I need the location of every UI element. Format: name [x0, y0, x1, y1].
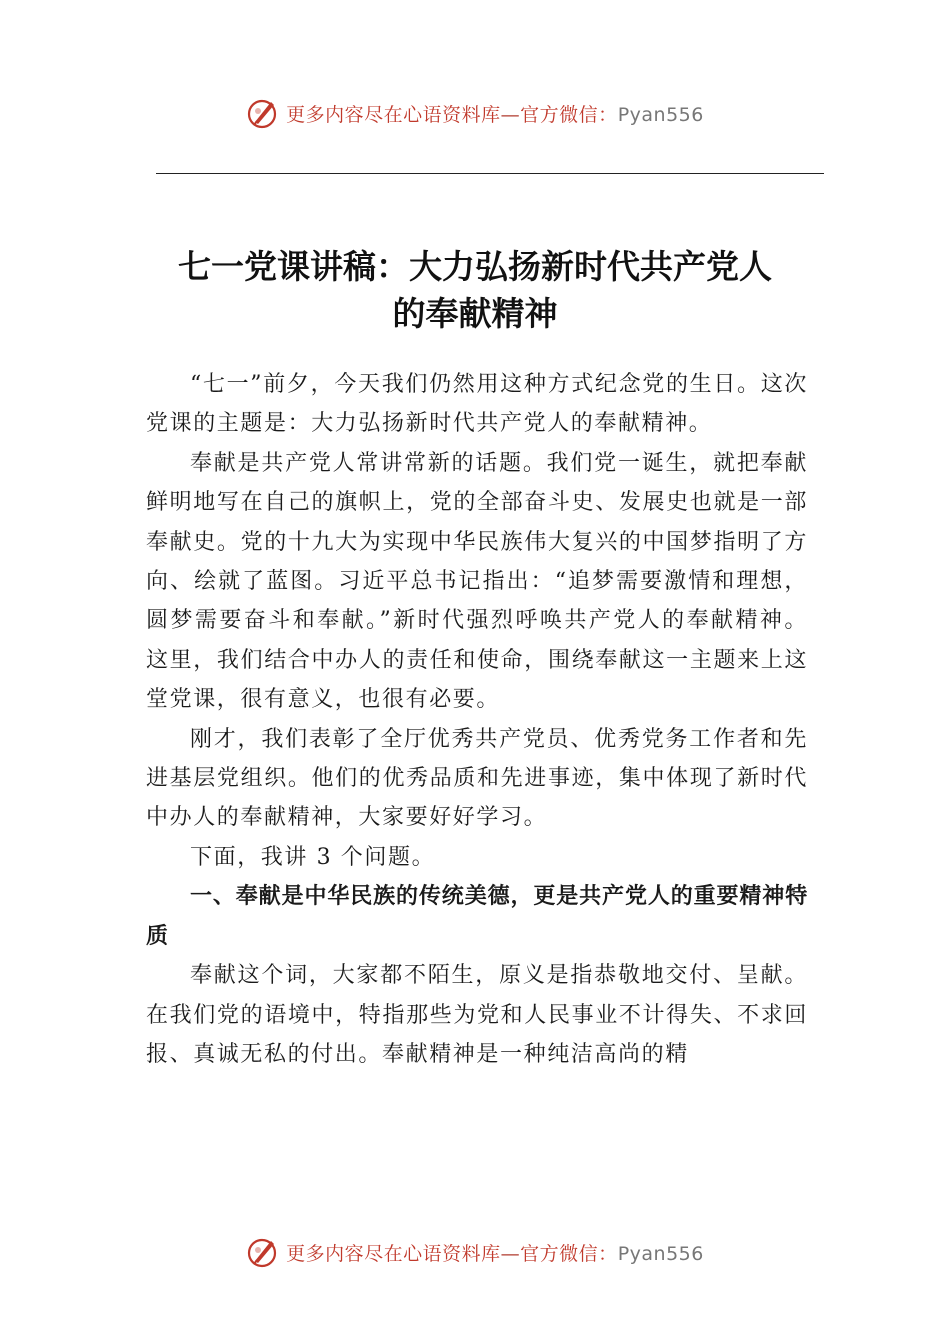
title-line-2: 的奉献精神: [392, 294, 558, 333]
banner-dash: —: [500, 1242, 521, 1265]
banner-text: [286, 1239, 704, 1266]
banner-wechat-label: 官方微信：: [520, 1242, 618, 1265]
paragraph: 奉献是共产党人常讲常新的话题。我们党一诞生，就把奉献鲜明地写在自己的旗帜上，党的全部奋斗史、发展史也就是一部奉献史。党的十九大为实现中华民族伟大复兴的中国梦指明了方向、绘就了蓝图。习近平总书记指出：“追梦需要激情和理想，圆梦需要奋斗和奉献。”新时代强烈呼唤共产党人的奉献精神。这里，我们结合中办人的责任和使命，围绕奉献这一主题来上这堂党课，很有意义，也很有必要。: [146, 450, 808, 713]
banner-brand: 更多内容尽在心语资料库: [286, 103, 501, 126]
header-banner: [0, 93, 950, 133]
paragraph: “七一”前夕，今天我们仍然用这种方式纪念党的生日。这次党课的主题是：大力弘扬新时代共产党人的奉献精神。: [146, 372, 808, 437]
banner-text: [286, 100, 704, 127]
banner-wechat-id: Pyan556: [617, 1242, 704, 1265]
paragraph: 奉献这个词，大家都不陌生，原义是指恭敬地交付、呈献。在我们党的语境中，特指那些为党和人民事业不计得失、不求回报、真诚无私的付出。奉献精神是一种纯洁高尚的精: [146, 963, 808, 1067]
quill-pen-logo-icon: [246, 96, 280, 130]
banner-brand: 更多内容尽在心语资料库: [286, 1242, 501, 1265]
header-divider: [156, 173, 824, 174]
banner-wechat-label: 官方微信：: [520, 103, 618, 126]
title-line-1: 七一党课讲稿：大力弘扬新时代共产党人: [178, 247, 772, 286]
paragraph: 下面，我讲 3 个问题。: [190, 844, 436, 870]
banner-wechat-id: Pyan556: [617, 103, 704, 126]
document-body: [146, 365, 808, 1074]
paragraph: 刚才，我们表彰了全厅优秀共产党员、优秀党务工作者和先进基层党组织。他们的优秀品质和先进事迹，集中体现了新时代中办人的奉献精神，大家要好好学习。: [146, 726, 808, 831]
banner-dash: —: [500, 103, 521, 126]
document-title: [120, 243, 830, 337]
quill-pen-logo-icon: [246, 1235, 280, 1269]
footer-banner: [0, 1232, 950, 1272]
section-heading: 一、奉献是中华民族的传统美德，更是共产党人的重要精神特质: [146, 884, 808, 949]
